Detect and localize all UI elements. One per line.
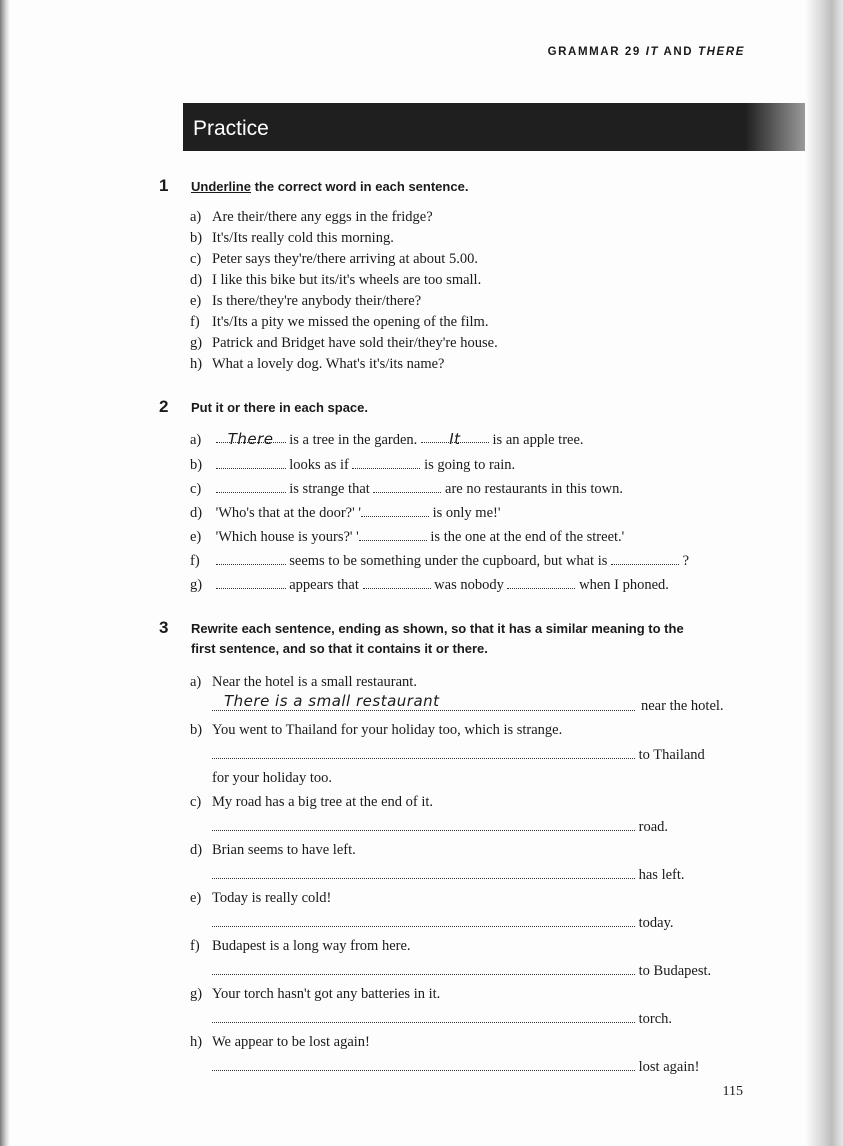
ex3-answer-g: torch. — [212, 1010, 672, 1028]
answer-blank[interactable] — [363, 576, 431, 589]
answer-blank[interactable] — [421, 430, 489, 448]
ex1-item-g: g) Patrick and Bridget have sold their/they're house. — [190, 335, 498, 351]
practice-banner — [183, 103, 805, 151]
ex1-text: I like this bike but its/it's wheels are too small. — [212, 272, 482, 288]
ex1-item-c: c) Peter says they're/there arriving at about 5.00. — [190, 251, 478, 267]
ex1-item-h: h) What a lovely dog. What's it's/its name? — [190, 356, 445, 372]
exercise-3-number: 3 — [159, 618, 169, 637]
header-grammar: GRAMMAR 29 — [547, 46, 641, 58]
handwritten-answer: It — [449, 430, 461, 448]
answer-blank[interactable] — [507, 576, 575, 589]
ex3-answer-a: There is a small restaurant near the hotel. — [212, 694, 772, 716]
ex3-item-f: f) Budapest is a long way from here. — [190, 938, 411, 954]
answer-blank[interactable] — [212, 1058, 635, 1071]
ex2-item-a: a) There is a tree in the garden. It is an apple tree. — [190, 430, 584, 448]
ex3-answer-b-cont: for your holiday too. — [212, 770, 333, 786]
instr-underline-word: Underline — [191, 179, 251, 194]
answer-blank[interactable] — [212, 914, 635, 927]
exercise-1-instruction — [191, 177, 468, 197]
ex3-answer-h: lost again! — [212, 1058, 699, 1076]
ex1-item-d: d) I like this bike but its/it's wheels are too small. — [190, 272, 482, 288]
ex1-text: It's/Its a pity we missed the opening of the film. — [212, 314, 489, 330]
instr-line-1: Rewrite each sentence, ending as shown, so that it has a similar meaning to the — [191, 621, 684, 636]
header-it: IT — [645, 46, 660, 58]
ex1-text: Peter says they're/there arriving at about 5.00. — [212, 251, 478, 267]
ex2-item-g: g) appears that was nobody when I phoned. — [190, 577, 669, 593]
ex1-item-f: f) It's/Its a pity we missed the opening of the film. — [190, 314, 489, 330]
header-and: AND — [663, 46, 694, 58]
exercise-1-number: 1 — [159, 176, 169, 195]
ex3-item-d: d) Brian seems to have left. — [190, 842, 356, 858]
ex2-item-e: e) 'Which house is yours?' ' is the one at the end of the street.' — [190, 529, 625, 545]
answer-blank[interactable] — [212, 746, 635, 759]
ex1-text: What a lovely dog. What's it's/its name? — [212, 356, 445, 372]
ex1-text: Patrick and Bridget have sold their/they're house. — [212, 335, 498, 351]
handwritten-answer: There — [227, 430, 274, 448]
page-number: 115 — [722, 1084, 743, 1099]
ex3-answer-e: today. — [212, 914, 674, 932]
ex3-item-e: e) Today is really cold! — [190, 890, 332, 906]
answer-blank[interactable] — [216, 480, 286, 493]
answer-blank[interactable] — [216, 552, 286, 565]
answer-blank[interactable] — [212, 962, 635, 975]
answer-blank[interactable] — [216, 456, 286, 469]
ex3-item-g: g) Your torch hasn't got any batteries in it. — [190, 986, 441, 1002]
ex2-item-c: c) is strange that are no restaurants in this town. — [190, 481, 624, 497]
exercise-3-instruction — [191, 619, 684, 659]
answer-blank[interactable] — [361, 504, 429, 517]
answer-blank[interactable] — [216, 430, 286, 448]
answer-blank[interactable] — [212, 1010, 635, 1023]
answer-blank[interactable] — [611, 552, 679, 565]
exercise-2-instruction: Put it or there in each space. — [191, 400, 368, 415]
ex2-item-d: d) 'Who's that at the door?' ' is only me!' — [190, 505, 501, 521]
ex1-text: It's/Its really cold this morning. — [212, 230, 394, 246]
ex3-answer-f: to Budapest. — [212, 962, 711, 980]
instr-rest: the correct word in each sentence. — [250, 179, 469, 194]
binding-shadow — [0, 0, 10, 1146]
ex3-item-a: a) Near the hotel is a small restaurant. — [190, 674, 417, 690]
answer-blank[interactable] — [359, 528, 427, 541]
banner-fade — [745, 103, 805, 151]
ex3-item-b: b) You went to Thailand for your holiday too, which is strange. — [190, 722, 563, 738]
header-there: THERE — [698, 46, 745, 58]
answer-blank[interactable] — [352, 456, 420, 469]
ex2-item-b: b) looks as if is going to rain. — [190, 457, 516, 473]
running-header — [548, 46, 745, 58]
ex1-item-b: b) It's/Its really cold this morning. — [190, 230, 394, 246]
page-title: Practice — [193, 117, 269, 140]
page-edge-shadow — [805, 0, 843, 1146]
ex1-item-e: e) Is there/they're anybody their/there? — [190, 293, 422, 309]
instr-line-2: first sentence, and so that it contains it or there. — [191, 641, 488, 656]
ex3-item-h: h) We appear to be lost again! — [190, 1034, 370, 1050]
ex1-text: Is there/they're anybody their/there? — [212, 293, 422, 309]
ex1-text: Are their/there any eggs in the fridge? — [212, 209, 433, 225]
answer-blank[interactable] — [216, 576, 286, 589]
ex3-answer-d: has left. — [212, 866, 685, 884]
answer-blank[interactable] — [212, 866, 635, 879]
ex3-answer-b: to Thailand — [212, 746, 705, 764]
ex3-item-c: c) My road has a big tree at the end of it. — [190, 794, 434, 810]
ex1-item-a: a) Are their/there any eggs in the fridge? — [190, 209, 433, 225]
ex3-answer-c: road. — [212, 818, 668, 836]
ex2-item-f: f) seems to be something under the cupboard, but what is ? — [190, 553, 690, 569]
handwritten-answer: There is a small restaurant — [224, 692, 440, 710]
answer-blank[interactable] — [212, 818, 635, 831]
exercise-2-number: 2 — [159, 397, 169, 416]
answer-blank[interactable] — [373, 480, 441, 493]
